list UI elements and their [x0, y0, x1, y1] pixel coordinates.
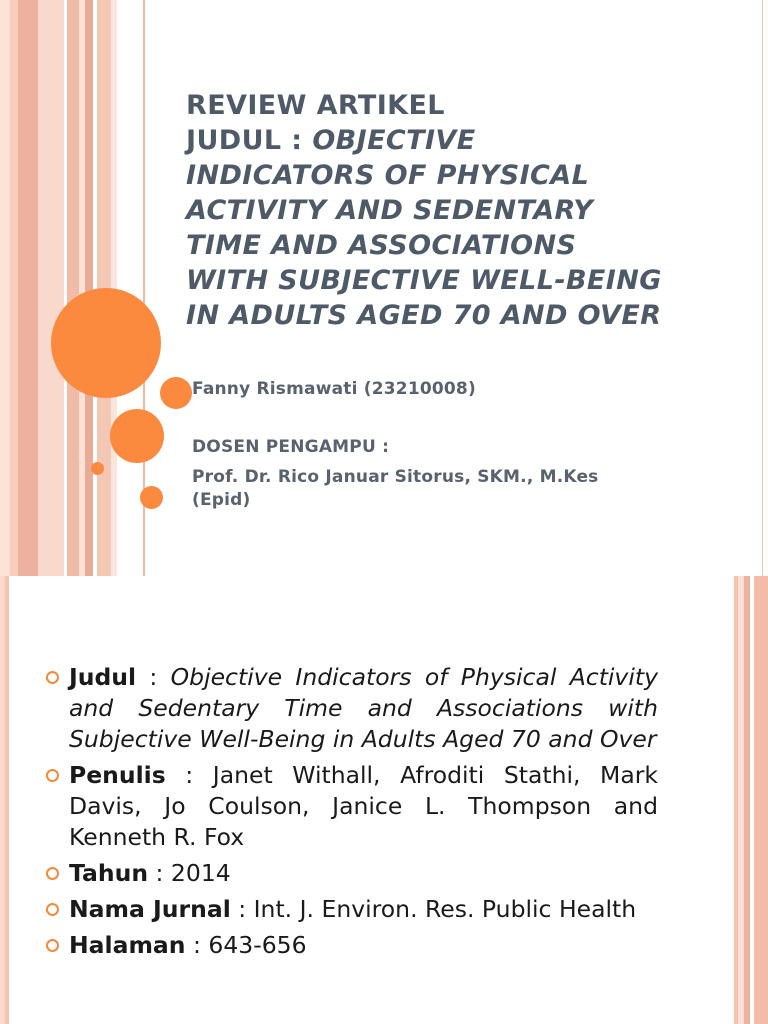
decor-stripe	[38, 0, 64, 576]
title-judul-text: IN ADULTS AGED 70 AND OVER	[186, 300, 662, 331]
item-label: Penulis	[69, 761, 166, 789]
decor-circle-medium	[110, 409, 164, 463]
item-value: 2014	[170, 859, 231, 887]
decor-line	[762, 0, 763, 576]
decor-stripe	[18, 0, 38, 576]
decor-circle-large	[51, 288, 161, 398]
decor-stripe	[67, 0, 79, 576]
item-label: Halaman	[69, 931, 186, 959]
title-judul-text: ACTIVITY AND SEDENTARY	[186, 195, 594, 226]
decor-circle-small	[160, 377, 192, 409]
decor-stripe	[0, 0, 10, 576]
title-line	[186, 298, 746, 333]
title-judul-text: OBJECTIVE	[312, 125, 476, 156]
decor-circle-small	[140, 486, 163, 509]
list-item-judul	[46, 662, 658, 755]
item-sep: :	[165, 761, 213, 789]
item-sep: :	[136, 663, 171, 691]
dosen-name-cont: (Epid)	[192, 490, 251, 510]
title-line: REVIEW ARTIKEL	[186, 90, 445, 121]
decor-stripe	[5, 576, 9, 1024]
list-item-tahun	[46, 858, 658, 889]
author-name: Fanny Rismawati (23210008)	[192, 379, 476, 399]
item-sep: :	[185, 931, 209, 959]
item-value: Int. J. Environ. Res. Public Health	[253, 895, 637, 923]
decor-circle-tiny	[91, 462, 104, 475]
item-label: Tahun	[69, 859, 149, 887]
title-judul-text: WITH SUBJECTIVE WELL-BEING	[186, 265, 662, 296]
title-line	[186, 123, 746, 158]
title-judul-prefix: JUDUL :	[186, 125, 313, 156]
item-value: 643-656	[208, 931, 307, 959]
list-item-penulis	[46, 760, 658, 853]
title-judul-text: TIME AND ASSOCIATIONS	[186, 230, 577, 261]
decor-stripe	[85, 0, 93, 576]
circle-bullet-icon	[46, 671, 59, 684]
item-label: Judul	[69, 663, 137, 691]
decor-stripe	[10, 0, 18, 576]
circle-bullet-icon	[46, 769, 59, 782]
circle-bullet-icon	[46, 867, 59, 880]
title-line	[186, 193, 746, 228]
dosen-label: DOSEN PENGAMPU :	[192, 437, 390, 457]
circle-bullet-icon	[46, 903, 59, 916]
item-sep: :	[148, 859, 171, 887]
circle-bullet-icon	[46, 939, 59, 952]
title-line	[186, 228, 746, 263]
title-line	[186, 158, 746, 193]
info-slide	[0, 576, 768, 1024]
decor-stripe	[754, 576, 768, 1024]
item-sep: :	[230, 895, 254, 923]
list-item-halaman	[46, 930, 658, 961]
dosen-name: Prof. Dr. Rico Januar Sitorus, SKM., M.Kes	[192, 467, 599, 487]
list-item-nama-jurnal	[46, 894, 658, 925]
slide-title	[186, 88, 746, 333]
item-value: Janet Withall, Afroditi Stathi, Mark Davis, Jo Coulson, Janice L. Thompson and Kenneth R. Fox	[69, 761, 659, 851]
item-label: Nama Jurnal	[69, 895, 231, 923]
title-line	[186, 263, 746, 298]
info-list	[46, 662, 658, 966]
title-judul-text: INDICATORS OF PHYSICAL	[186, 160, 590, 191]
item-value: Objective Indicators of Physical Activity and Sedentary Time and Associations with Subjective Well-Being in Adults Aged 70 and Over	[69, 663, 658, 753]
